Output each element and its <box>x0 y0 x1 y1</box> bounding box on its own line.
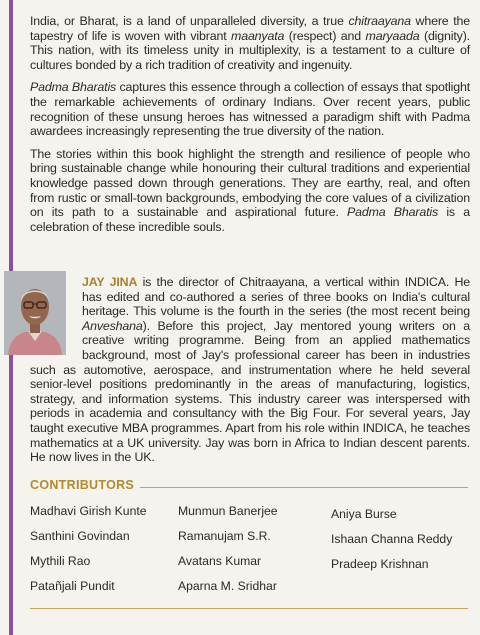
contributors-section <box>30 478 468 604</box>
contributors-column-2 <box>178 504 278 604</box>
contributor-name: Patañjali Pundit <box>30 579 115 593</box>
author-portrait-image <box>4 271 66 355</box>
author-photo <box>4 271 66 355</box>
contributors-list <box>30 504 468 604</box>
contributor-name: Ramanujam S.R. <box>178 529 271 543</box>
intro-text <box>30 14 470 242</box>
contributor-name: Aniya Burse <box>331 507 397 521</box>
contributors-header <box>30 478 468 492</box>
contributor-name: Avatans Kumar <box>178 554 262 568</box>
bottom-divider <box>30 608 468 609</box>
contributor-name: Munmun Banerjee <box>178 504 278 518</box>
contributor-name: Santhini Govindan <box>30 529 130 543</box>
contributor-name: Pradeep Krishnan <box>331 557 429 571</box>
contributors-column-3 <box>331 507 452 582</box>
contributor-name: Madhavi Girish Kunte <box>30 504 147 518</box>
intro-paragraph-1: India, or Bharat, is a land of unparalleled diversity, a true chitraayana where the tapestry of life is woven with vibrant maanyata (respect) and maryaada (dignity). This nation, with its timeless unity in multiplexity, is a testament to a culture of cultures bonded by a rich tradition of creativity and ingenuity. <box>30 14 470 72</box>
contributors-column-1 <box>30 504 147 604</box>
intro-paragraph-2: Padma Bharatis captures this essence through a collection of essays that spotlight the remarkable achievements of ordinary Indians. Over recent years, public recognition of these unsung heroes has witnessed a paradigm shift with Padma awardees increasingly representing the true diversity of the nation. <box>30 80 471 139</box>
contributor-name: Ishaan Channa Reddy <box>331 532 453 546</box>
contributors-divider <box>140 487 468 488</box>
intro-paragraph-3: The stories within this book highlight the strength and resilience of people who bring sustainable change while honouring their cultural traditions and experiential knowledge passed down through generations. They are earthy, real, and often from rustic or small-town backgrounds, embodying the core values of a civilization on its path to a sustainable and aspirational future. Padma Bharatis is a celebration of these incredible souls. <box>30 146 470 234</box>
author-bio: JAY JINA is the director of Chitraayana, a vertical within INDICA. He has edited and co-authored a series of three books on India's cultural heritage. This volume is the fourth in the series (the most recent being Anveshana). Before this project, Jay mentored young writers on a creative writing programme. Being from an applied mathematics background, most of Jay's professional career has been in industries such as automotive, aerospace, and instrumentation where he held several senior-level positions predominantly in the areas of manufacturing, logistics, strategy, and information systems. This industry career was interspersed with periods in academia and consultancy with the Big Four. For several years, Jay taught executive MBA programmes. Apart from his role within INDICA, he teaches mathematics at a UK university. Jay was born in Africa to Indian descent parents. He now lives in the UK. <box>30 275 470 465</box>
contributors-title: CONTRIBUTORS <box>30 478 135 492</box>
author-name: JAY JINA <box>82 275 138 289</box>
contributor-name: Mythili Rao <box>30 554 91 568</box>
contributor-name: Aparna M. Sridhar <box>178 579 277 593</box>
